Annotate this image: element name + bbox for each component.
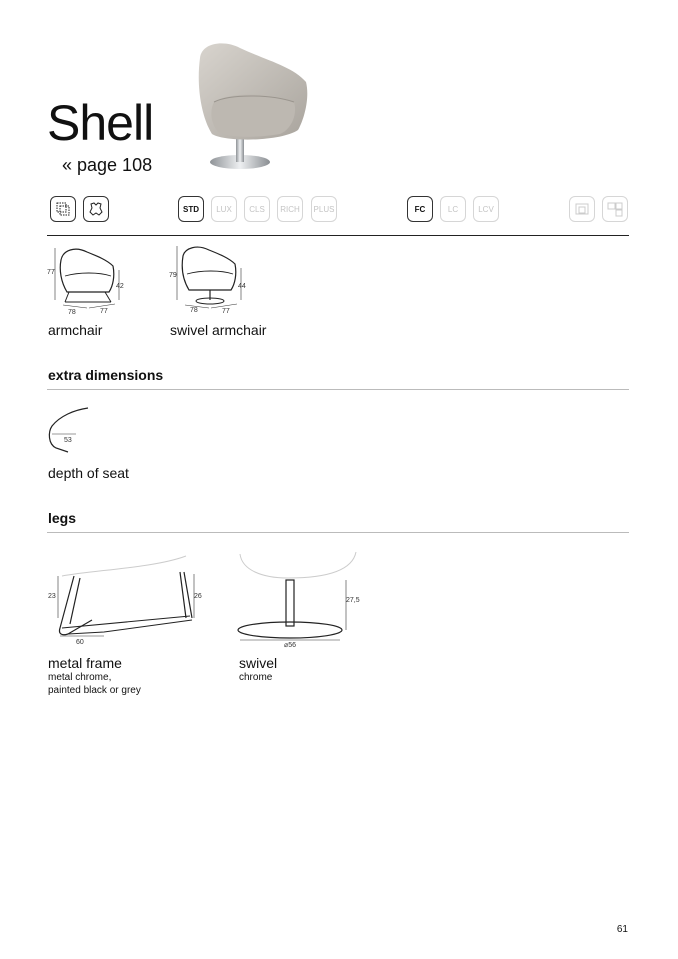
armchair-dimension-drawing [45,242,135,318]
extra-dimensions-divider [47,389,629,390]
model-label-armchair: armchair [48,322,103,338]
armchair-seat-height: 42 [116,283,124,290]
lc-badge: LC [440,196,466,222]
page-reference-link[interactable]: « page 108 [62,155,153,175]
depth-of-seat-label: depth of seat [48,465,129,481]
leather-icon [83,196,109,222]
plus-badge: PLUS [311,196,337,222]
swivel-armchair-depth: 77 [222,308,230,315]
leg-label-metal-frame: metal frame [48,655,122,671]
legs-divider [47,532,629,533]
seat-depth-drawing [44,404,104,456]
leg-desc-swivel: chrome [239,672,273,683]
swivel-armchair-width: 78 [190,307,198,314]
single-module-icon [569,196,595,222]
swivel-armchair-seat-height: 44 [238,283,246,290]
section-divider [47,235,629,236]
rich-badge: RICH [277,196,303,222]
metal-frame-height-back: 26 [194,593,202,600]
page-title: Shell [47,95,154,151]
extra-dimensions-heading: extra dimensions [48,367,164,383]
combination-module-icon [602,196,628,222]
fabric-icon [50,196,76,222]
armchair-depth: 77 [100,308,108,315]
armchair-width: 78 [68,309,76,316]
swivel-leg-drawing [232,548,368,650]
seat-depth-value: 53 [64,437,72,444]
legs-heading: legs [48,510,77,526]
fc-badge: FC [407,196,433,222]
metal-frame-leg-drawing [44,548,210,650]
lux-badge: LUX [211,196,237,222]
shell-swivel-chair-photo [180,38,320,176]
std-badge: STD [178,196,204,222]
swivel-armchair-dimension-drawing [167,242,257,318]
metal-frame-height-front: 23 [48,593,56,600]
leg-label-swivel: swivel [239,655,278,671]
leg-desc-metal-frame-1: metal chrome, [48,672,112,683]
page-number: 61 [616,924,628,935]
leg-desc-metal-frame-2: painted black or grey [48,685,141,696]
lcv-badge: LCV [473,196,499,222]
swivel-leg-height: 27,5 [346,597,360,604]
swivel-base-diameter: ⌀56 [284,642,297,649]
feature-icon-row [0,196,678,226]
swivel-armchair-height: 79 [169,272,177,279]
metal-frame-width: 60 [76,639,84,646]
model-label-swivel-armchair: swivel armchair [170,322,267,338]
armchair-height: 77 [47,269,55,276]
cls-badge: CLS [244,196,270,222]
